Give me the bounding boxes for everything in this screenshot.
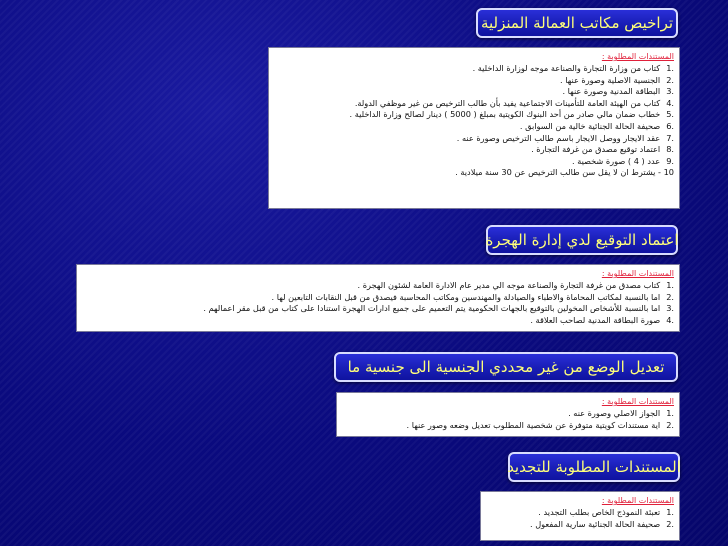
- list-item: 1. تعبئة النموذج الخاص بطلب التجديد .: [538, 507, 674, 517]
- age-requirement-note: 10 - يشترط ان لا يقل سن طالب الترخيص عن 30 سنة ميلادية .: [455, 167, 674, 178]
- list-item: 6. صحيفة الحالة الجنائية خالية من السوابق .: [519, 120, 674, 131]
- list-item: 2. اما بالنسبة لمكاتب المحاماة والاطباء والصيادلة والمهندسين ومكاتب المحاسبة فيصدق من قبل النقابات التابعين لها .: [271, 291, 674, 302]
- list-item: 8. اعتماد توقيع مصدق من غرفة التجارة .: [531, 144, 674, 155]
- requirements-list: [274, 63, 674, 167]
- section-title-status-adjustment: تعديل الوضع من غير محددي الجنسية الى جنسية ما: [334, 352, 678, 382]
- list-item: 4. صورة البطاقة المدنية لصاحب العلاقة .: [530, 314, 674, 325]
- list-item: 1. الجواز الاصلي وصورة عنه .: [568, 408, 674, 418]
- list-item: 2. اية مستندات كويتية متوفرة عن شخصية المطلوب تعديل وضعه وصور عنها .: [406, 419, 674, 430]
- required-documents-heading: المستندات المطلوبة :: [601, 269, 674, 278]
- section-title-renewal-documents: المستندات المطلوبة للتجديد: [508, 452, 680, 482]
- requirements-panel-status-adjustment: [336, 392, 680, 437]
- requirements-list: [82, 280, 674, 326]
- requirements-panel-licenses: [268, 47, 680, 209]
- requirements-list: [486, 507, 674, 530]
- section-title-domestic-labor-office-licenses: تراخيص مكاتب العمالة المنزلية: [476, 8, 678, 38]
- requirements-panel-renewal: [480, 491, 680, 541]
- list-item: 7. عقد الايجار ووصل الايجار باسم طالب الترخيص وصورة عنه .: [456, 132, 674, 143]
- list-item: 1. كتاب مصدق من غرفة التجارة والصناعة موجه الي مدير عام الادارة العامة لشئون الهجرة .: [357, 280, 674, 290]
- requirements-list: [342, 408, 674, 431]
- required-documents-heading: المستندات المطلوبة :: [601, 52, 674, 61]
- required-documents-heading: المستندات المطلوبة :: [601, 397, 674, 406]
- list-item: 3. اما بالنسبة للأشخاص المخولين بالتوقيع بالجهات الحكومية يتم التعميم على جميع ادارات الهجرة استنادا على كتاب من قبل مقر اعمالهم .: [203, 303, 674, 314]
- list-item: 9. عدد ( 4 ) صورة شخصية .: [571, 155, 674, 166]
- section-title-signature-certification: اعتماد التوقيع لدي إدارة الهجرة: [486, 225, 678, 255]
- list-item: 5. خطاب ضمان مالي صادر من أحد البنوك الكويتية بمبلغ ( 5000 ) دينار لصالح وزارة الداخلية .: [349, 109, 674, 120]
- list-item: 2. صحيفة الحالة الجنائية سارية المفعول .: [529, 518, 674, 529]
- list-item: 2. الجنسية الاصلية وصورة عنها .: [560, 74, 674, 85]
- list-item: 3. البطاقة المدنية وصورة عنها .: [562, 86, 674, 97]
- requirements-panel-signature: [76, 264, 680, 332]
- required-documents-heading: المستندات المطلوبة :: [601, 496, 674, 505]
- list-item: 1. كتاب من وزارة التجارة والصناعة موجه لوزارة الداخلية .: [472, 63, 674, 73]
- list-item: 4. كتاب من الهيئة العامة للتأمينات الاجتماعية يفيد بأن طالب الترخيص من غير موظفي الدولة.: [354, 97, 674, 108]
